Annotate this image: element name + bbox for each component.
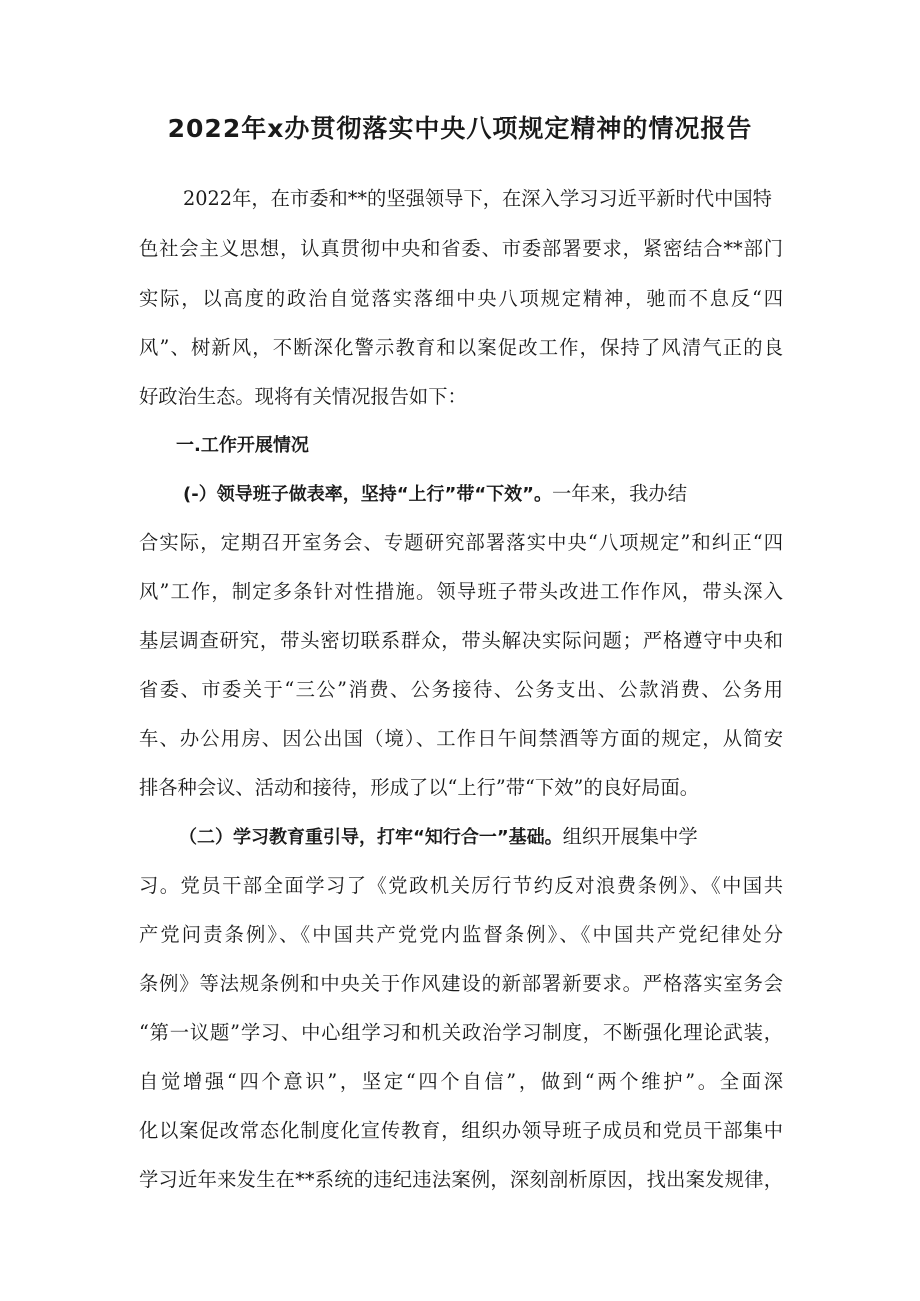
body-line — [0, 967, 920, 1001]
body-line-text: 学习近年来发生在**系统的违纪违法案例，深刻剖析原因，找出案发规律， — [139, 1168, 783, 1191]
body-line-text: 合实际，定期召开室务会、专题研究部署落实中央“八项规定”和纠正“四 — [139, 531, 783, 554]
body-line-text: 基层调查研究，带头密切联系群众，带头解决实际问题；严格遵守中央和 — [139, 629, 783, 652]
body-line-text: 省委、市委关于“三公”消费、公务接待、公务支出、公款消费、公务用 — [139, 678, 783, 701]
body-line-text: 风”工作，制定多条针对性措施。领导班子带头改进工作作风，带头深入 — [139, 580, 783, 603]
intro-line — [0, 182, 920, 216]
body-line-text: 车、办公用房、因公出国（境）、工作日午间禁酒等方面的规定，从简安 — [139, 727, 783, 750]
body-line — [0, 722, 920, 756]
intro-line — [0, 232, 920, 266]
body-line — [0, 575, 920, 609]
body-line-text: 自觉增强“四个意识”，坚定“四个自信”，做到“两个维护”。全面深 — [139, 1070, 783, 1093]
intro-line-text: 风”、树新风，不断深化警示教育和以案促改工作，保持了风清气正的良 — [139, 336, 783, 359]
subsection-first-line-text — [183, 477, 687, 512]
body-line-text: 条例》等法规条例和中央关于作风建设的新部署新要求。严格落实室务会 — [139, 972, 783, 995]
subsection-heading: （二）学习教育重引导，打牢“知行合一”基础。 — [179, 827, 563, 848]
intro-line — [0, 380, 920, 414]
subsection-first-line — [0, 477, 920, 511]
body-line-text: “第一议题”学习、中心组学习和机关政治学习制度，不断强化理论武装， — [139, 1021, 783, 1044]
body-line — [0, 1114, 920, 1148]
subsection-lead-text: 组织开展集中学 — [562, 825, 698, 848]
subsection-first-line — [0, 820, 920, 854]
intro-line — [0, 331, 920, 365]
intro-line — [0, 282, 920, 316]
body-line — [0, 1163, 920, 1197]
section-heading-text: 一.工作开展情况 — [176, 435, 309, 456]
body-line — [0, 526, 920, 560]
body-line-text: 习。党员干部全面学习了《党政机关厉行节约反对浪费条例》、《中国共 — [139, 874, 783, 897]
body-line — [0, 869, 920, 903]
body-line — [0, 1016, 920, 1050]
intro-line-text: 好政治生态。现将有关情况报告如下： — [139, 385, 467, 408]
section-heading — [0, 429, 920, 463]
body-line — [0, 1065, 920, 1099]
body-line-text: 排各种会议、活动和接待，形成了以“上行”带“下效”的良好局面。 — [139, 776, 700, 799]
subsection-heading: (-）领导班子做表率，坚持“上行”带“下效”。 — [183, 484, 553, 505]
body-line-text: 产党问责条例》、《中国共产党党内监督条例》、《中国共产党纪律处分 — [139, 923, 783, 946]
body-line — [0, 918, 920, 952]
subsection-lead-text: 一年来，我办结 — [552, 482, 687, 505]
intro-line-text: 2022年，在市委和**的坚强领导下，在深入学习习近平新时代中国特 — [183, 187, 772, 210]
document-title: 2022年x办贯彻落实中央八项规定精神的情况报告 — [167, 114, 753, 143]
body-line-text: 化以案促改常态化制度化宣传教育，组织办领导班子成员和党员干部集中 — [139, 1119, 783, 1142]
body-line — [0, 624, 920, 658]
subsection-first-line-text — [179, 820, 698, 855]
body-line — [0, 771, 920, 805]
body-line — [0, 673, 920, 707]
intro-line-text: 色社会主义思想，认真贯彻中央和省委、市委部署要求，紧密结合**部门 — [139, 237, 783, 260]
intro-line-text: 实际，以高度的政治自觉落实落细中央八项规定精神，驰而不息反“四 — [139, 287, 783, 310]
